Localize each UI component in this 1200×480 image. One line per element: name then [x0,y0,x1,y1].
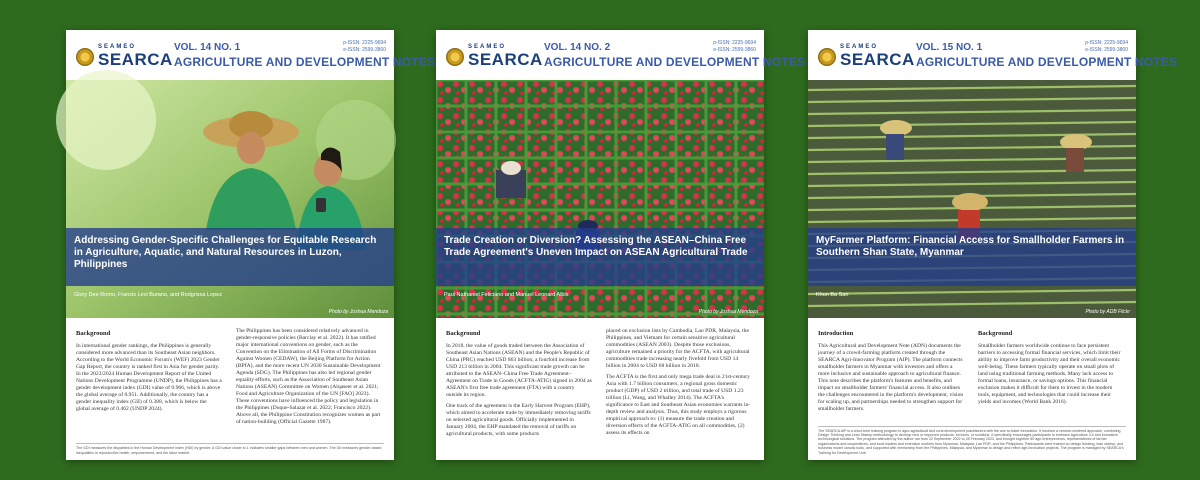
section-heading: Background [446,330,481,337]
masthead [76,40,436,76]
searca-logo [76,42,172,72]
issn-online: e-ISSN: 2599-3860 [343,47,386,53]
issn-block [713,40,756,54]
issn-block [343,40,386,54]
article-title: Addressing Gender-Specific Challenges for Equitable Research in Agriculture, Aquatic, and Natural Resources in Luzon, Philippines [74,235,377,270]
right-column [606,328,752,441]
logo-searca-text: SEARCA [98,50,173,69]
seameo-seal-icon [446,48,464,66]
section-heading: Background [76,330,111,337]
photo-credit: Photo by Joshua Mendoza [328,309,388,315]
logo-seameo-text: SEAMEO [840,44,879,50]
series-title: AGRICULTURE AND DEVELOPMENT NOTES [174,55,436,69]
article-title-band [66,228,394,286]
volume-number: VOL. 14 NO. 2 [544,42,611,53]
issn-online: e-ISSN: 2599-3860 [713,47,756,53]
footnote: The SEARCA AIP is a short-term training program in agro-agricultural and rural development practitioners with the aim to foster innovation. It involves a venture-centered approach, combining Design Thinking and Lean Startup methodology to develop new or improved products, services, or solutions. It specifically encourages participants to embrace Agriculture 4.0 and innovative technological solutions. The program attended by the author ran from 22 September 2022 to 28 February 2023, and brought together 50 agri-entrepreneurs, representatives of farmer organizations and cooperatives, and local leaders and extension workers from Myanmar, Malaysia, Lao PDR, and the Philippines. Participants were trained on design thinking, lean startup, and business model canvas tools, and supported with mentorship from the Philippines, Malaysia, and Myanmar to design and refine agri-innovation projects. The program is managed by SEARCA's Training for Development Unit. [818,426,1126,455]
photo-credit: Photo by Joshua Mendoza [698,309,758,315]
publication-cover-3[interactable] [808,30,1178,460]
seameo-seal-icon [818,48,836,66]
paragraph: In 2018, the value of goods traded between the Association of Southeast Asian Nations (ASEAN) and the People's Republic of China (PRC) reached USD 863 billion, a fourfold increase from USD 213 billion in 2004. This significant trade growth can be attributed to the ASEAN–China Free Trade Agreement–Agreement on Trade in Goods (ACFTA-ATIG) signed in 2004 as ASEAN's first free trade agreement (FTA) with a country outside its region. [446,343,592,398]
series-title: AGRICULTURE AND DEVELOPMENT NOTES [544,55,806,69]
series-title: AGRICULTURE AND DEVELOPMENT NOTES [916,55,1178,69]
article-authors: Glory Dee Romo, Francis Levi Burano, and Rodgrissa Lopez [74,292,222,298]
logo-searca-text: SEARCA [468,50,543,69]
logo-seameo-text: SEAMEO [98,44,137,50]
article-title: MyFarmer Platform: Financial Access for Smallholder Farmers in Southern Shan State, Myanmar [816,235,1125,258]
article-title: Trade Creation or Diversion? Assessing the ASEAN–China Free Trade Agreement's Uneven Impact on ASEAN Agricultural Trade [444,235,748,258]
volume-number: VOL. 14 NO. 1 [174,42,241,53]
issn-print: p-ISSN: 2225-9694 [343,40,386,46]
left-column [446,328,592,442]
searca-logo [818,42,914,72]
masthead [446,40,806,76]
publication-cover-1[interactable] [66,30,436,460]
searca-logo [446,42,542,72]
right-column [978,328,1124,410]
paragraph: The Philippines has been considered relatively advanced in gender-responsive policies (Barclay et al. 2022). It has ratified major international conventions on gender, such as the Convention on the Elimination of All Forms of Discrimination Against Women (CEDAW), the Beijing Platform for Action (BPfA), and the more recent UN 2030 Sustainable Development Agenda (SDG). The Philippines has also led regional gender equality efforts, such as the Association of Southeast Asian Nations (ASEAN) Committee on Women (Alqaseer et al. 2021; Food and Agriculture Organization of the UN [FAO] 2023). These conventions have influenced the policy and legislation in the Philippines (Duque-Salazar et al. 2022; Francisco 2022). Above all, the Philippine Constitution recognizes women as part of nation-building (Official Gazette 1987). [236,328,381,425]
issn-block [1085,40,1128,54]
paragraph: In international gender rankings, the Philippines is generally considered more advanced than its Southeast Asian neighbors. According to the World Economic Forum's (WEF) 2023 Gender Gap Report, the country is ranked first in Asia for gender parity. In the 2023/2024 Human Development Report of the United Nations Development Programme (UNDP), the Philippines has a gender development index (GDI) value of 0.966, which is above the global average of 0.951. Additionally, the country has a gender inequality index (GII) of 0.388, which is below the global average of 0.462 (UNDP 2024). [76,343,222,412]
paragraph: placed on exclusion lists by Cambodia, Lao PDR, Malaysia, the Philippines, and Vietnam for certain sensitive agricultural commodities (ASEAN 2003). Despite those exclusions, agriculture remained a priority for the ACFTA, with agricultural commodities trade increasing nearly fivefold from USD 14 billion in 2004 to USD 68 billion in 2018. [606,328,750,369]
article-authors: Khun Ba San [816,292,849,298]
article-title-band [808,228,1136,286]
left-column [818,328,964,417]
logo-searca-text: SEARCA [840,50,915,69]
logo-seameo-text: SEAMEO [468,44,507,50]
article-authors: Paul Nathaniel Feliciano and Manuel Leonard Albis [444,292,569,298]
issn-print: p-ISSN: 2225-9694 [1085,40,1128,46]
article-body [66,322,394,454]
paragraph: One track of the agreement is the Early Harvest Program (EHP), which aimed to accelerate trade by immediately removing tariffs on selected agricultural goods. Officially implemented in January 2004, the EHP mandated the removal of tariffs on agricultural products, with some products [446,403,591,437]
seameo-seal-icon [76,48,94,66]
issn-online: e-ISSN: 2599-3860 [1085,47,1128,53]
right-column [236,328,382,430]
publication-cover-2[interactable] [436,30,806,460]
masthead [818,40,1178,76]
footnote: The GDI measures the disparities in the Human Development Index (HDI) by gender. A GDI value closer to 1 indicates smaller gaps between men and women. The GII measures gender-based inequalities in reproductive health, empowerment, and the labor market. [76,443,384,455]
section-heading: Introduction [818,330,854,337]
article-title-band [436,228,764,286]
photo-credit: Photo by ADB Flickr [1085,309,1130,315]
left-column [76,328,222,417]
section-heading: Background [978,330,1013,337]
paragraph: The ACFTA is the first and only mega trade deal in 21st-century Asia with 1.7 billion consumers, a regional gross domestic product (GDP) of USD 2 trillion, and total trade of USD 1.23 trillion (Li, Wang, and Whalley 2014). The ACFTA's significance to East and Southeast Asian economies warrants in-depth review and analysis. Thus, this study employs a rigorous empirical approach to: (1) measure the trade creation and diversion effects of the ACFTA-ATIG on all commodities, (2) assess its effects on [606,374,751,436]
article-body [436,322,764,454]
issn-print: p-ISSN: 2225-9694 [713,40,756,46]
paragraph: Smallholder farmers worldwide continue to face persistent barriers to accessing formal financial services, which limit their ability to improve farm productivity and their overall economic well-being. These farmers typically operate on small plots of land using traditional farming methods. Many lack access to formal loans, insurance, or savings options. This financial exclusion makes it difficult for them to invest in the modern tools, equipment, and technologies that could increase their yields and incomes (World Bank 2016). [978,343,1121,405]
paragraph: This Agricultural and Development Note (ADN) documents the journey of a crowd-farming platform created through the SEARCA Agri-Innovator Program (AIP). The platform connects smallholder farmers in Myanmar with investors and offers a more inclusive and sustainable approach to agricultural finance. This note describes the platform's features and benefits, and impact on smallholder farmers' financial access. It also outlines the challenges encountered in the platform's development, vision for scaling up, and partnerships needed to strengthen support for smallholder farmers. [818,343,964,412]
volume-number: VOL. 15 NO. 1 [916,42,983,53]
